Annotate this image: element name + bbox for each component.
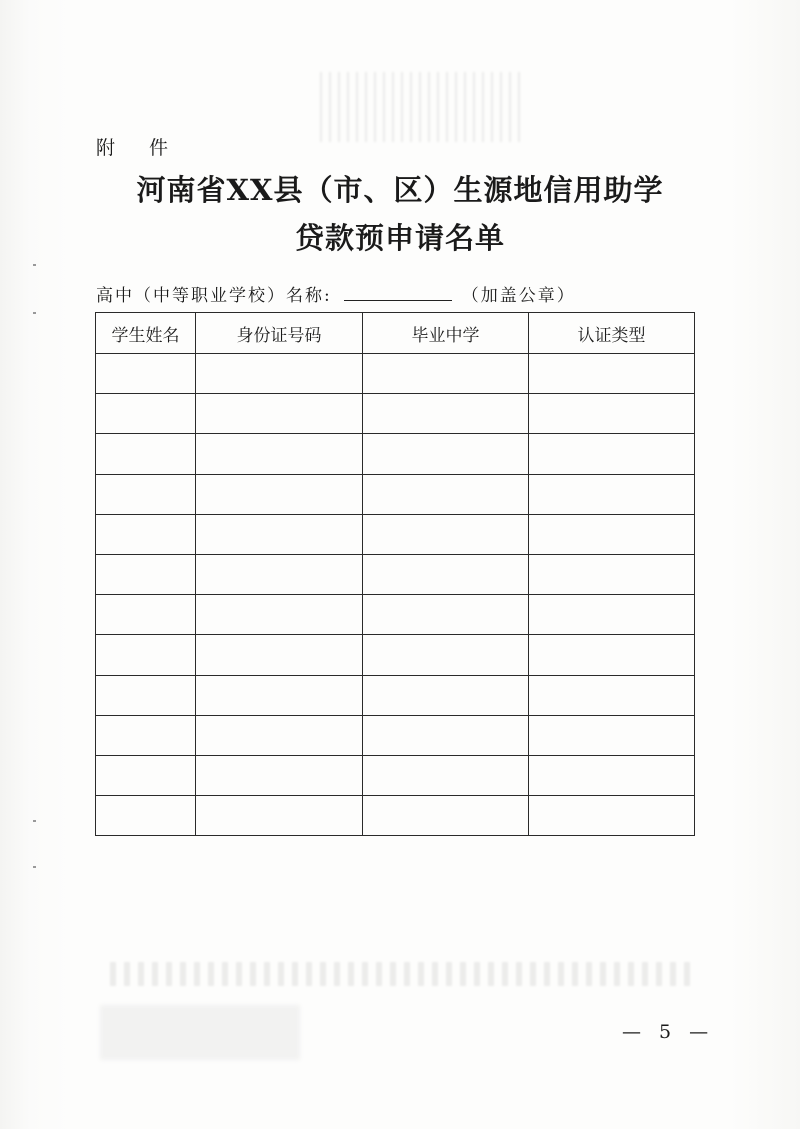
document-title-line2: 贷款预申请名单 bbox=[294, 221, 505, 255]
table-cell bbox=[529, 796, 695, 836]
table-row bbox=[96, 675, 695, 715]
table-cell bbox=[96, 595, 196, 635]
table-cell bbox=[96, 474, 196, 514]
school-name-blank bbox=[344, 284, 452, 301]
table-cell bbox=[529, 675, 695, 715]
table-cell bbox=[529, 354, 695, 394]
table-cell bbox=[529, 595, 695, 635]
table-cell bbox=[363, 796, 529, 836]
table-row bbox=[96, 514, 695, 554]
table-cell bbox=[363, 675, 529, 715]
table-cell bbox=[196, 354, 363, 394]
table-cell bbox=[96, 755, 196, 795]
table-cell bbox=[96, 554, 196, 594]
table-cell bbox=[196, 514, 363, 554]
table-cell bbox=[529, 394, 695, 434]
table-cell bbox=[196, 394, 363, 434]
table-cell bbox=[529, 474, 695, 514]
table-row bbox=[96, 796, 695, 836]
document-title-line1: 河南省XX县（市、区）生源地信用助学 bbox=[136, 173, 664, 207]
table-cell bbox=[96, 796, 196, 836]
table-cell bbox=[529, 715, 695, 755]
table-cell bbox=[196, 715, 363, 755]
table-row bbox=[96, 474, 695, 514]
table-cell bbox=[363, 554, 529, 594]
bleed-through-block bbox=[100, 1005, 300, 1060]
table-cell bbox=[96, 635, 196, 675]
table-body bbox=[96, 354, 695, 836]
table-header-row bbox=[96, 313, 695, 354]
table-cell bbox=[96, 434, 196, 474]
table-cell bbox=[363, 354, 529, 394]
table-row bbox=[96, 715, 695, 755]
header-id-number: 身份证号码 bbox=[196, 313, 363, 354]
table-cell bbox=[529, 554, 695, 594]
margin-mark bbox=[33, 312, 36, 314]
table-cell bbox=[196, 434, 363, 474]
table-cell bbox=[96, 675, 196, 715]
table-cell bbox=[96, 514, 196, 554]
header-student-name: 学生姓名 bbox=[96, 313, 196, 354]
table-row bbox=[96, 434, 695, 474]
table-cell bbox=[529, 514, 695, 554]
table-cell bbox=[196, 474, 363, 514]
school-name-line bbox=[96, 281, 576, 306]
table-cell bbox=[363, 755, 529, 795]
table-row bbox=[96, 554, 695, 594]
seal-note: （加盖公章） bbox=[461, 286, 576, 306]
table-cell bbox=[196, 796, 363, 836]
table-cell bbox=[196, 675, 363, 715]
table-cell bbox=[196, 635, 363, 675]
header-certification-type: 认证类型 bbox=[529, 313, 695, 354]
table-cell bbox=[363, 635, 529, 675]
table-row bbox=[96, 635, 695, 675]
table-row bbox=[96, 595, 695, 635]
table-cell bbox=[363, 394, 529, 434]
table-row bbox=[96, 755, 695, 795]
table-cell bbox=[529, 755, 695, 795]
applicant-table bbox=[95, 312, 695, 836]
page-number: — 5 — bbox=[622, 1021, 715, 1043]
table-cell bbox=[196, 595, 363, 635]
table-row bbox=[96, 354, 695, 394]
school-name-label: 高中（中等职业学校）名称: bbox=[96, 286, 332, 306]
table-cell bbox=[363, 474, 529, 514]
table-cell bbox=[196, 554, 363, 594]
table-cell bbox=[529, 434, 695, 474]
margin-mark bbox=[33, 866, 36, 868]
table-cell bbox=[363, 595, 529, 635]
table-cell bbox=[196, 755, 363, 795]
header-graduated-school: 毕业中学 bbox=[363, 313, 529, 354]
bleed-through-marks bbox=[320, 72, 520, 142]
margin-mark bbox=[33, 820, 36, 822]
table-cell bbox=[363, 434, 529, 474]
bleed-through-footer bbox=[110, 962, 690, 986]
attachment-label: 附 件 bbox=[96, 137, 183, 159]
table-cell bbox=[363, 715, 529, 755]
table-cell bbox=[96, 394, 196, 434]
table-cell bbox=[363, 514, 529, 554]
table-row bbox=[96, 394, 695, 434]
margin-mark bbox=[33, 264, 36, 266]
table-cell bbox=[96, 354, 196, 394]
table-cell bbox=[96, 715, 196, 755]
table-cell bbox=[529, 635, 695, 675]
